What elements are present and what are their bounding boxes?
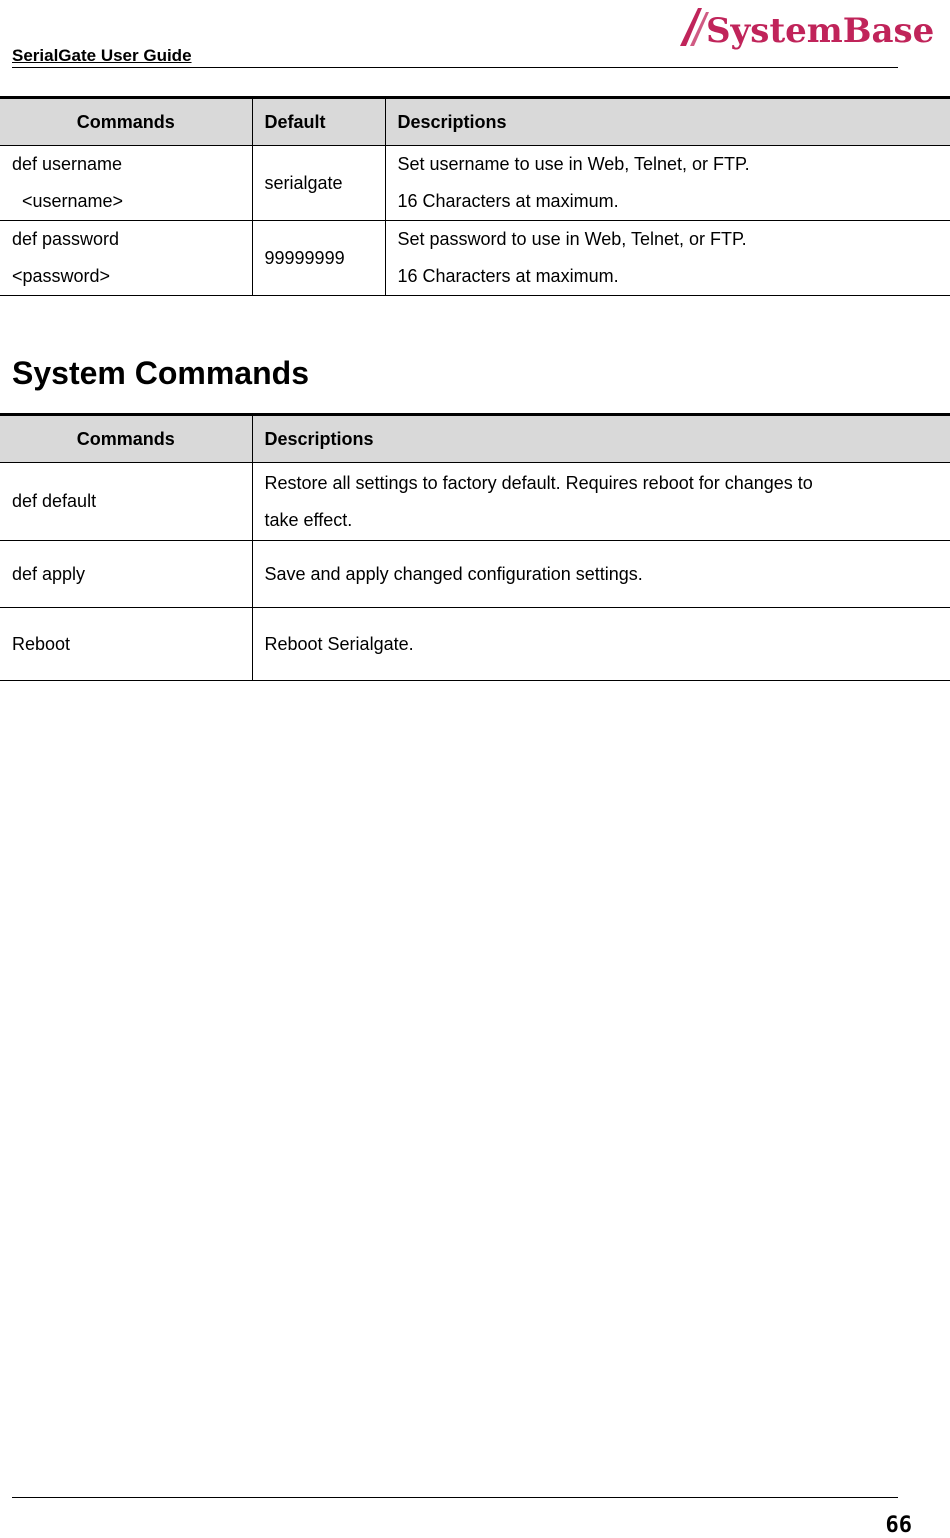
description-line: 16 Characters at maximum.	[397, 191, 619, 211]
command-text: def password	[12, 229, 120, 249]
command-argument: <username>	[22, 191, 124, 211]
description-cell	[385, 221, 950, 296]
user-commands-table	[0, 96, 950, 296]
command-cell: def default	[0, 463, 252, 541]
section-heading: System Commands	[12, 355, 309, 391]
system-commands-table	[0, 413, 950, 681]
description-cell: Reboot Serialgate.	[252, 608, 950, 681]
logo-wordmark: SystemBase	[706, 11, 935, 51]
description-cell	[385, 146, 950, 221]
column-header-descriptions: Descriptions	[252, 415, 950, 463]
systembase-logo-graphic	[676, 4, 935, 52]
command-cell	[0, 146, 252, 221]
description-line: Restore all settings to factory default. Requires reboot for changes to	[264, 472, 813, 493]
table-header-row	[0, 98, 950, 146]
description-line: Set username to use in Web, Telnet, or FTP.	[397, 154, 750, 174]
description-cell: Save and apply changed configuration settings.	[252, 541, 950, 608]
table-row	[0, 608, 950, 681]
description-line: Set password to use in Web, Telnet, or FTP.	[397, 229, 747, 249]
header-divider	[12, 67, 898, 68]
command-cell	[0, 221, 252, 296]
column-header-commands: Commands	[0, 98, 252, 146]
command-cell: def apply	[0, 541, 252, 608]
command-text: def username	[12, 154, 123, 174]
default-cell: 99999999	[252, 221, 385, 296]
description-line: 16 Characters at maximum.	[397, 266, 619, 286]
table-row	[0, 463, 950, 541]
table-row	[0, 221, 950, 296]
description-line: take effect.	[264, 509, 353, 530]
column-header-default: Default	[252, 98, 385, 146]
systembase-logo	[676, 4, 935, 52]
command-cell: Reboot	[0, 608, 252, 681]
description-cell	[252, 463, 950, 541]
table-row	[0, 541, 950, 608]
command-argument: <password>	[12, 266, 111, 286]
column-header-descriptions: Descriptions	[385, 98, 950, 146]
document-title: SerialGate User Guide	[12, 46, 192, 65]
table-header-row	[0, 415, 950, 463]
page-number: 66	[885, 1513, 912, 1538]
footer-divider	[12, 1497, 898, 1498]
column-header-commands: Commands	[0, 415, 252, 463]
table-row	[0, 146, 950, 221]
default-cell: serialgate	[252, 146, 385, 221]
